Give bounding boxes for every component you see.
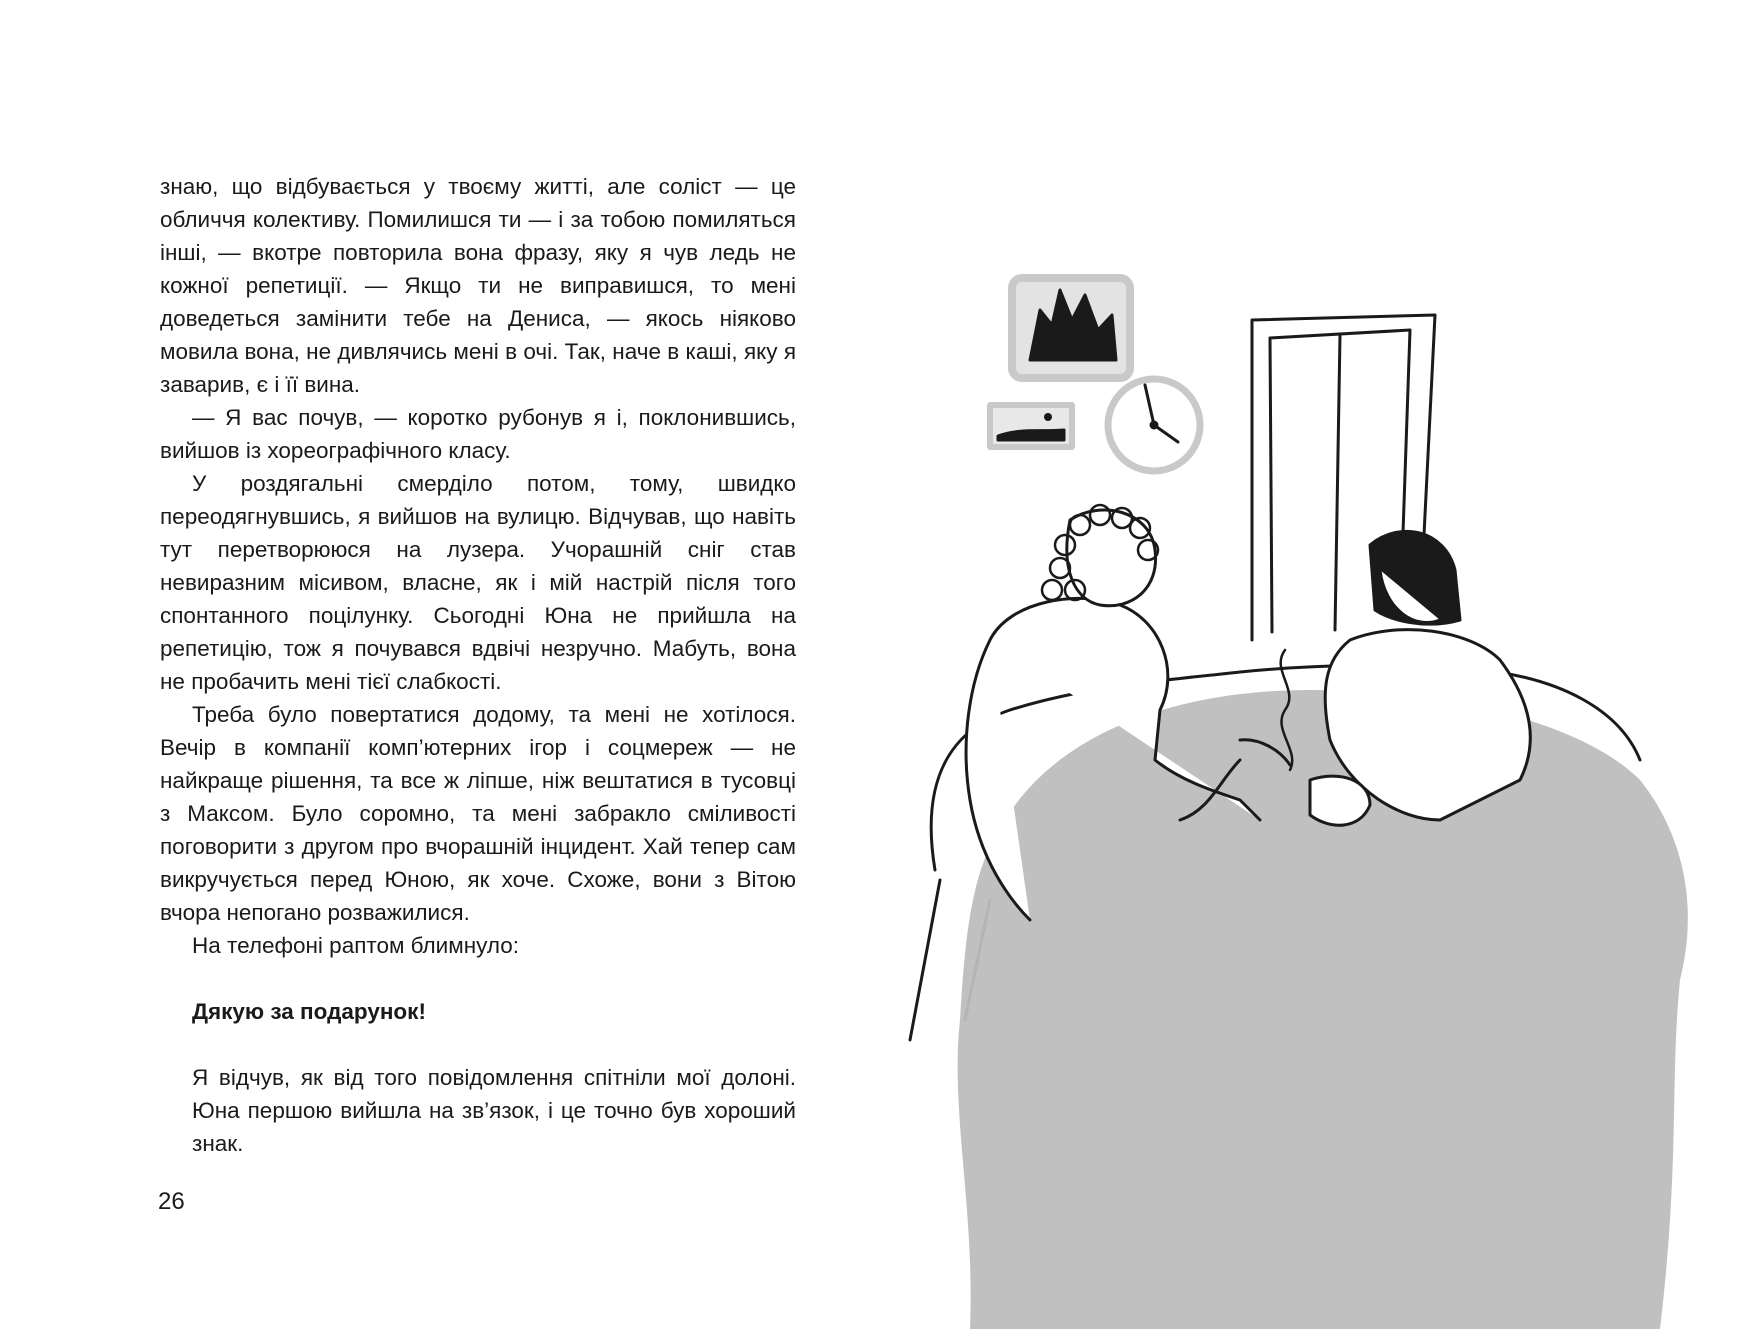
paragraph-6: Я відчув, як від того повідомлення спітніли мої долоні. Юна першою вийшла на зв’язок, і це точно був хороший знак. xyxy=(192,1065,796,1156)
paragraph-2: — Я вас почув, — коротко рубонув я і, поклонившись, вийшов із хореографічного класу. xyxy=(160,405,796,463)
paragraph-4: Треба було повертатися додому, та мені не хотілося. Вечір в компанії комп’ютерних ігор і соцмереж — не найкраще рішення, та все ж ліпше, ніж вештатися в тусовці з Максом. Було соромно, та мені забракло сміливості поговорити з другом про вчорашній інцидент. Хай тепер сам викручується перед Юною, як хоче. Схоже, вони з Вітою вчора непогано розважилися. xyxy=(160,702,796,925)
paragraph-3: У роздягальні смерділо потом, тому, швидко переодягнувшись, я вийшов на вулицю. Відчував, що навіть тут перетворююся на лузера. Учорашній сніг став невиразним місивом, власне, як і мій настрій після того спонтанного поцілунку. Сьогодні Юна не прийшла на репетицію, тож я почувався вдвічі незручно. Мабуть, вона не пробачить мені тієї слабкості. xyxy=(160,471,796,694)
book-page-text xyxy=(160,170,796,1160)
wall-clock-icon xyxy=(1108,379,1200,471)
paragraph-5: На телефоні раптом блимнуло: xyxy=(192,933,520,958)
small-picture xyxy=(990,405,1072,447)
paragraph-1: знаю, що відбувається у твоєму житті, але соліст — це обличчя колективу. Помилишся ти — і за тобою помиляться інші, — вкотре повторила вона фразу, яку я чув ледь не кожної репетиції. — Якщо ти не виправишся, то мені доведеться замінити тебе на Дениса, — якось ніяково мовила вона, не дивлячись мені в очі. Так, наче в каші, яку я заварив, є і її вина. xyxy=(160,174,796,397)
page-number: 26 xyxy=(158,1188,185,1215)
wall-picture xyxy=(1012,278,1130,378)
illustration xyxy=(880,260,1749,1329)
person-dark-hair xyxy=(1310,531,1530,825)
phone-message: Дякую за подарунок! xyxy=(192,999,426,1024)
